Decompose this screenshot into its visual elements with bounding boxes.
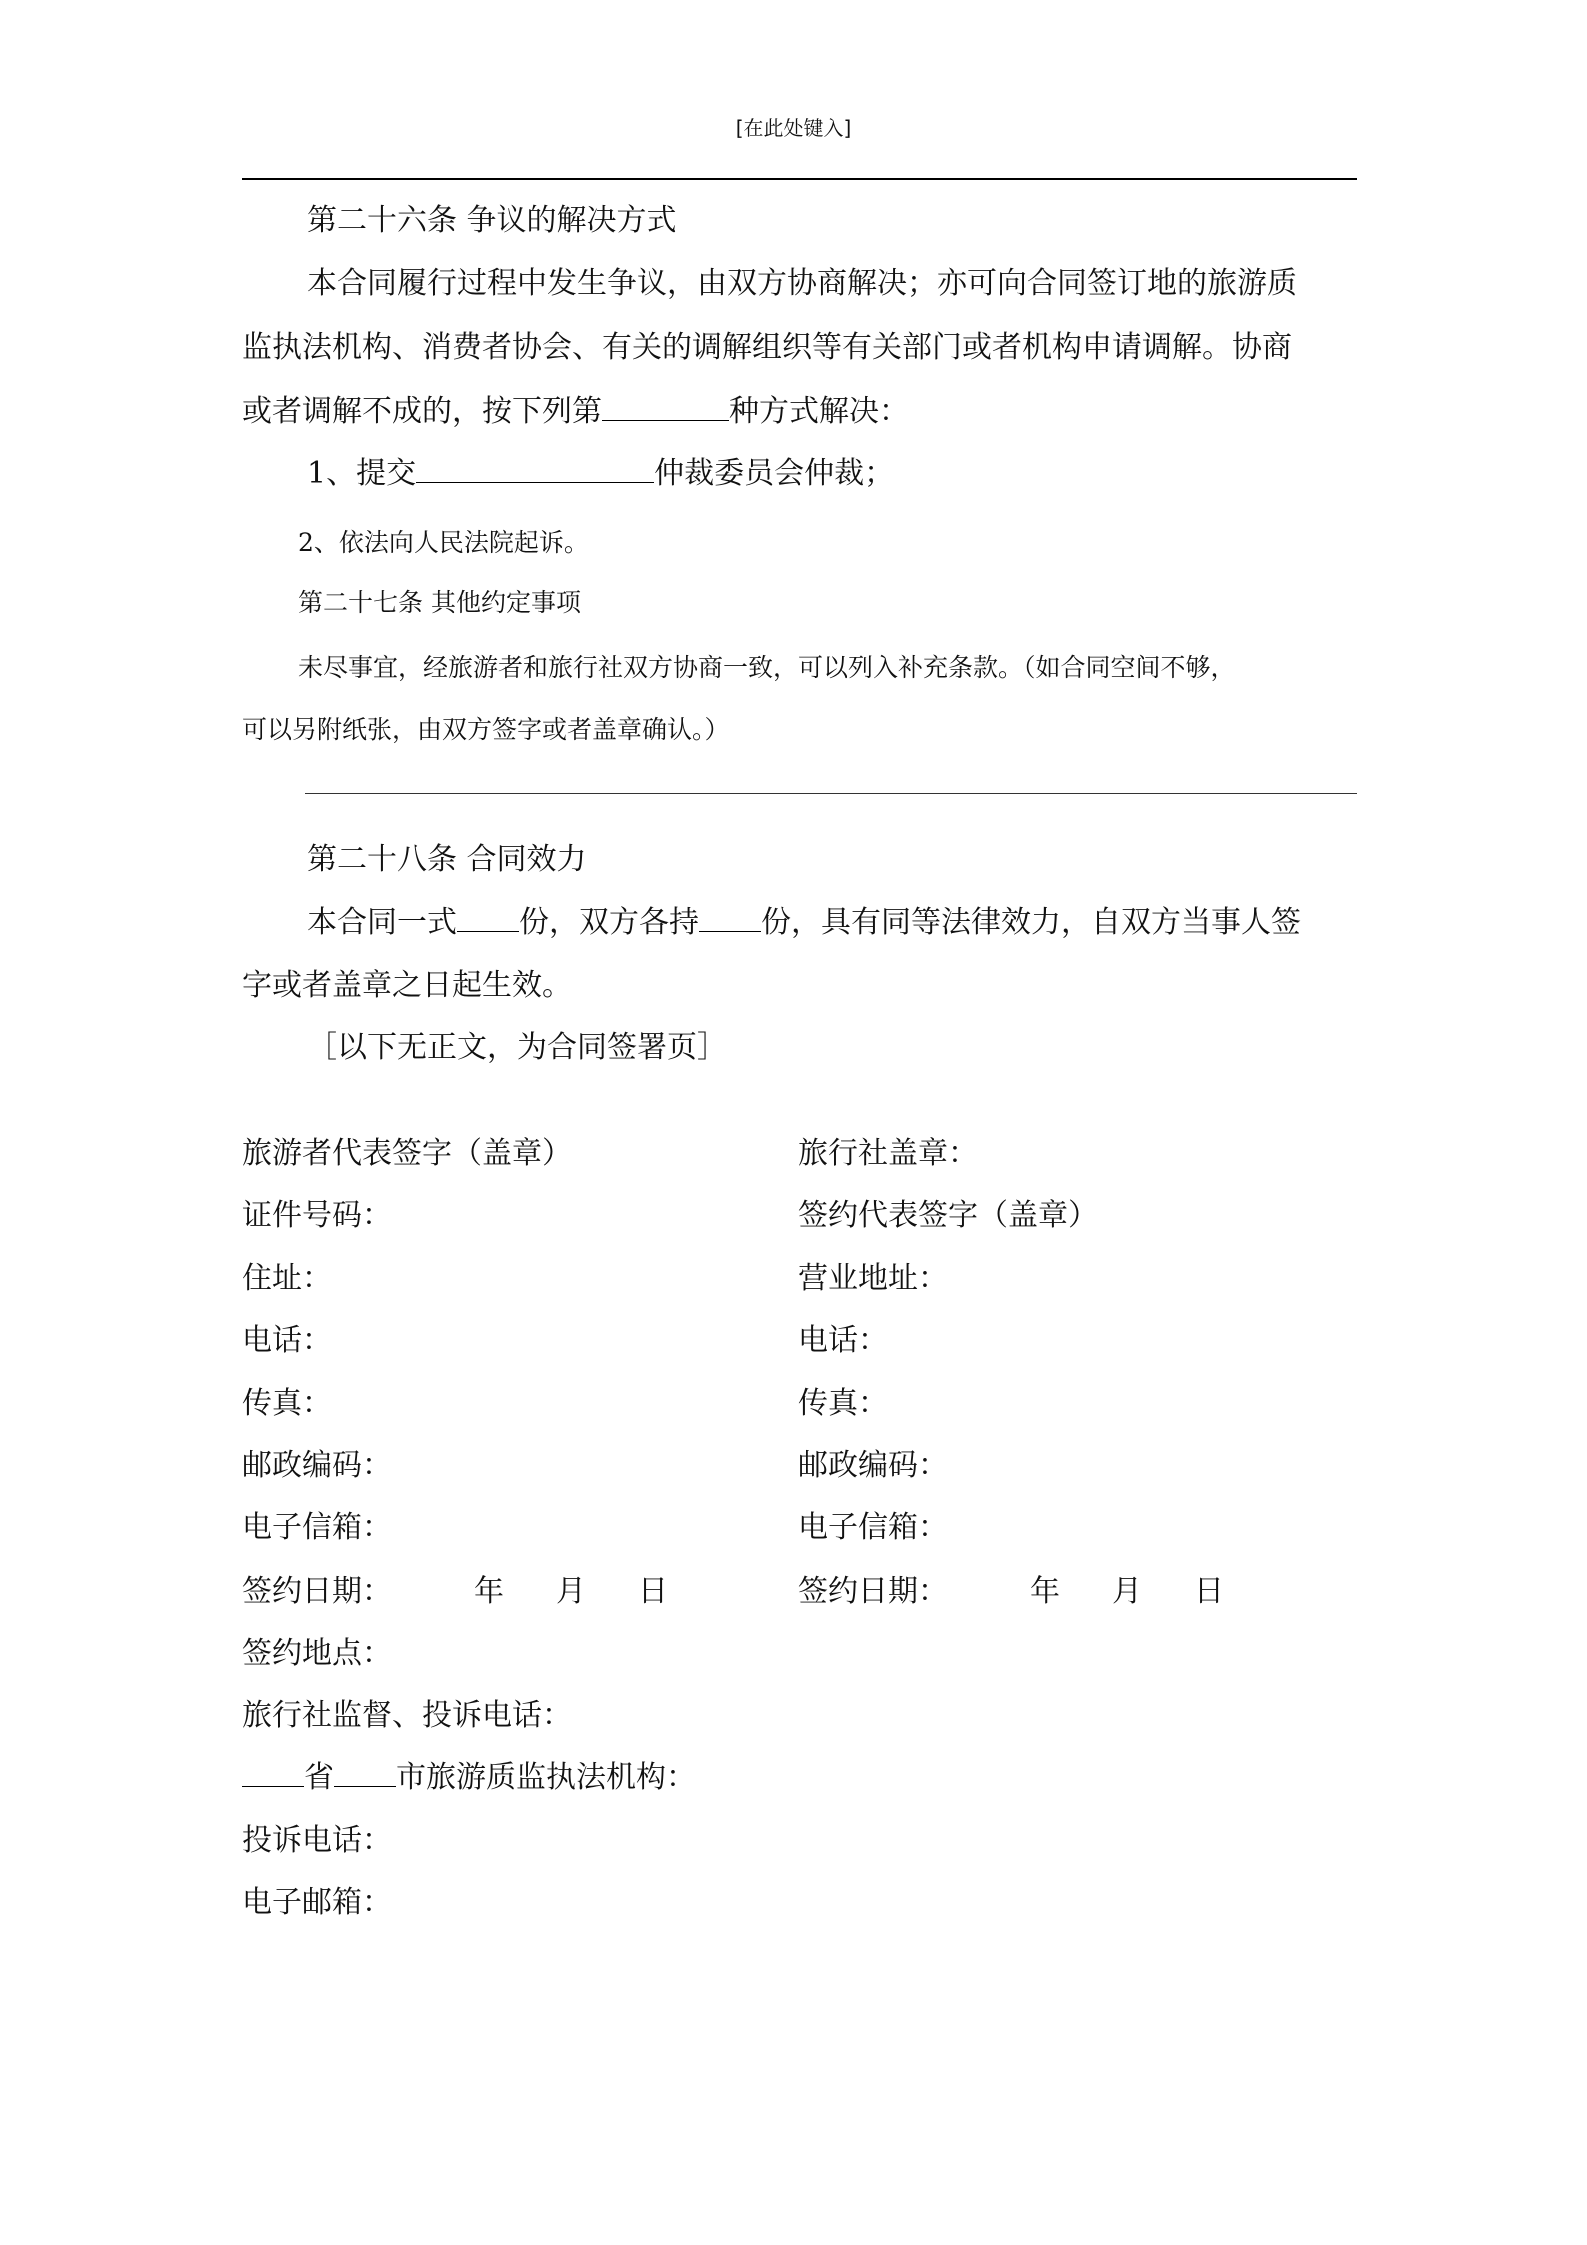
article-27-para-line2: 可以另附纸张，由双方签字或者盖章确认。） (242, 715, 730, 744)
copies-each-blank[interactable] (699, 905, 761, 932)
tourist-day-label: 日 (638, 1574, 668, 1609)
tourist-date-label: 签约日期： (242, 1574, 392, 1609)
agency-day-label: 日 (1194, 1574, 1224, 1609)
tourist-id-number-label: 证件号码： (242, 1198, 392, 1233)
agency-sign-date (798, 1566, 1224, 1610)
article-26-para-line3-text-b: 种方式解决： (729, 394, 909, 429)
agency-month-label: 月 (1112, 1574, 1142, 1609)
tourist-phone-label: 电话： (242, 1323, 332, 1358)
page-header: [在此处键入] (735, 116, 852, 140)
province-label: 省 (304, 1760, 334, 1795)
supplementary-terms-line (305, 793, 1357, 794)
tourist-fax-label: 传真： (242, 1386, 332, 1421)
agency-year-label: 年 (1030, 1574, 1060, 1609)
agency-date-label: 签约日期： (798, 1574, 948, 1609)
tourist-month-label: 月 (556, 1574, 586, 1609)
copies-total-blank[interactable] (457, 905, 519, 932)
article-27-title: 第二十七条 其他约定事项 (298, 588, 581, 617)
supervision-complaint-phone-label: 旅行社监督、投诉电话： (242, 1698, 572, 1733)
agency-rep-signature-label: 签约代表签字（盖章） (798, 1198, 1098, 1233)
arbitration-committee-blank[interactable] (416, 456, 654, 483)
tourist-rep-signature-label: 旅游者代表签字（盖章） (242, 1136, 572, 1171)
article-27-para-line1: 未尽事宜，经旅游者和旅行社双方协商一致，可以列入补充条款。（如合同空间不够， (298, 653, 1236, 682)
tourist-sign-date (242, 1566, 668, 1610)
complaint-phone-label: 投诉电话： (242, 1823, 392, 1858)
article-26-para-line3-text-a: 或者调解不成的，按下列第 (242, 394, 602, 429)
art28-text-c: 份，具有同等法律效力，自双方当事人签 (761, 905, 1301, 940)
article-28-note: ［以下无正文，为合同签署页］ (307, 1030, 727, 1065)
city-agency-label: 市旅游质监执法机构： (396, 1760, 696, 1795)
province-blank[interactable] (242, 1760, 304, 1787)
tourist-address-label: 住址： (242, 1261, 332, 1296)
quality-agency-line (242, 1752, 696, 1796)
agency-phone-label: 电话： (798, 1323, 888, 1358)
item-1-text-a: 1、提交 (307, 456, 417, 491)
article-26-title: 第二十六条 争议的解决方式 (307, 203, 677, 238)
article-28-title: 第二十八条 合同效力 (307, 842, 587, 877)
tourist-year-label: 年 (474, 1574, 504, 1609)
sign-place-label: 签约地点： (242, 1636, 392, 1671)
article-26-item-2: 2、依法向人民法院起诉。 (298, 528, 589, 557)
article-28-para-line1 (307, 897, 1422, 941)
art28-text-b: 份，双方各持 (519, 905, 699, 940)
agency-seal-label: 旅行社盖章： (798, 1136, 978, 1171)
article-26-para-line2: 监执法机构、消费者协会、有关的调解组织等有关部门或者机构申请调解。协商 (242, 330, 1292, 365)
item-1-text-b: 仲裁委员会仲裁； (654, 456, 895, 491)
tourist-email-label: 电子信箱： (242, 1510, 392, 1545)
art28-text-a: 本合同一式 (307, 905, 457, 940)
article-26-para-line3 (242, 386, 1357, 430)
article-28-para-line2: 字或者盖章之日起生效。 (242, 968, 572, 1003)
agency-fax-label: 传真： (798, 1386, 888, 1421)
email-label: 电子邮箱： (242, 1885, 392, 1920)
tourist-postcode-label: 邮政编码： (242, 1448, 392, 1483)
article-26-item-1 (307, 448, 1422, 492)
header-rule (242, 178, 1357, 180)
agency-business-address-label: 营业地址： (798, 1261, 948, 1296)
article-26-para-line1: 本合同履行过程中发生争议，由双方协商解决；亦可向合同签订地的旅游质 (307, 266, 1297, 301)
method-number-blank[interactable] (602, 394, 729, 421)
city-blank[interactable] (334, 1760, 396, 1787)
agency-email-label: 电子信箱： (798, 1510, 948, 1545)
agency-postcode-label: 邮政编码： (798, 1448, 948, 1483)
